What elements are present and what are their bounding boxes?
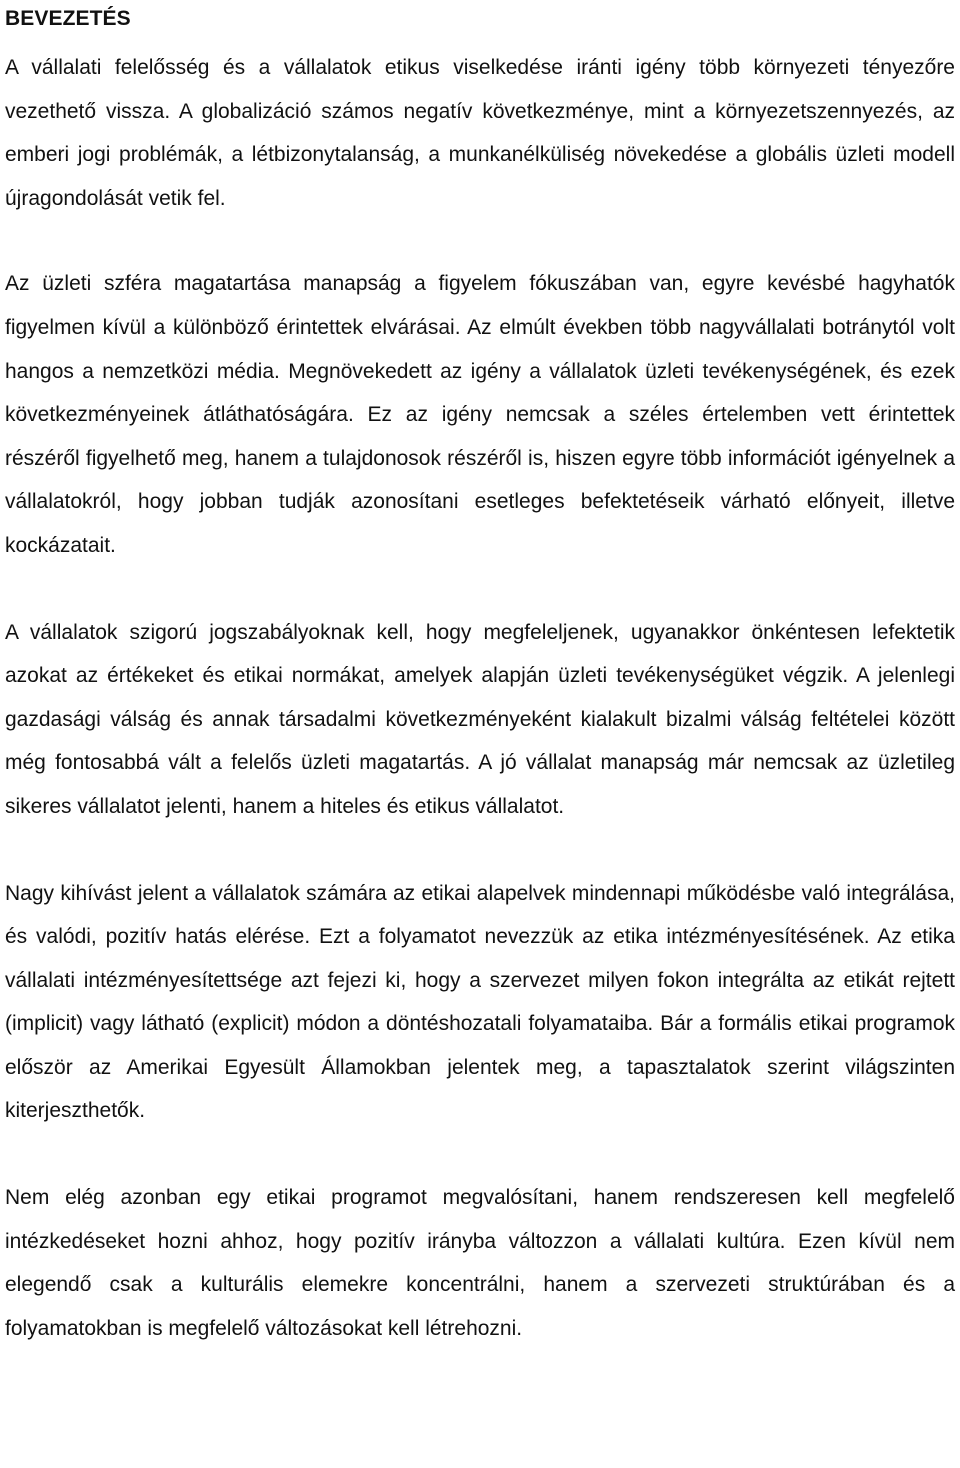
paragraph-1: A vállalati felelősség és a vállalatok etikus viselkedése iránti igény több környezeti tényezőre vezethető vissza. A globalizáció számos negatív következménye, mint a környezetszennyezés, az emberi jogi problémák, a létbizonytalanság, a munkanélküliség növekedése a globális üzleti modell újragondolását vetik fel. xyxy=(5,56,955,210)
paragraph-2: Az üzleti szféra magatartása manapság a figyelem fókuszában van, egyre kevésbé hagyhatók figyelmen kívül a különböző érintettek elvárásai. Az elmúlt években több nagyvállalati botránytól volt hangos a nemzetközi média. Megnövekedett az igény a vállalatok üzleti tevékenységének, és ezek következményeinek átláthatóságára. Ez az igény nemcsak a széles értelemben vett érintettek részéről figyelhető meg, hanem a tulajdonosok részéről is, hiszen egyre több információt igényelnek a vállalatokról, hogy jobban tudják azonosítani esetleges befektetéseik várható előnyeit, illetve kockázatait. xyxy=(5,272,955,557)
paragraph-5: Nem elég azonban egy etikai programot megvalósítani, hanem rendszeresen kell megfelelő intézkedéseket hozni ahhoz, hogy pozitív irányba változzon a vállalati kultúra. Ezen kívül nem elegendő csak a kulturális elemekre koncentrálni, hanem a szervezeti struktúrában és a folyamatokban is megfelelő változásokat kell létrehozni. xyxy=(5,1186,955,1340)
document-page xyxy=(5,0,955,1350)
paragraph-3: A vállalatok szigorú jogszabályoknak kell, hogy megfeleljenek, ugyanakkor önkéntesen lefektetik azokat az értékeket és etikai normákat, amelyek alapján üzleti tevékenységüket végzik. A jelenlegi gazdasági válság és annak társadalmi következményeként kialakult bizalmi válság feltételei között még fontosabbá vált a felelős üzleti magatartás. A jó vállalat manapság már nemcsak az üzletileg sikeres vállalatot jelenti, hanem a hiteles és etikus vállalatot. xyxy=(5,620,955,818)
section-heading: BEVEZETÉS xyxy=(5,7,131,30)
paragraph-4: Nagy kihívást jelent a vállalatok számára az etikai alapelvek mindennapi működésbe való integrálása, és valódi, pozitív hatás elérése. Ezt a folyamatot nevezzük az etika intézményesítésének. Az etika vállalati intézményesítettsége azt fejezi ki, hogy a szervezet milyen fokon integrálta az etikát rejtett (implicit) vagy látható (explicit) módon a döntéshozatali folyamataiba. Bár a formális etikai programok először az Amerikai Egyesült Államokban jelentek meg, a tapasztalatok szerint világszinten kiterjeszthetők. xyxy=(5,881,955,1123)
